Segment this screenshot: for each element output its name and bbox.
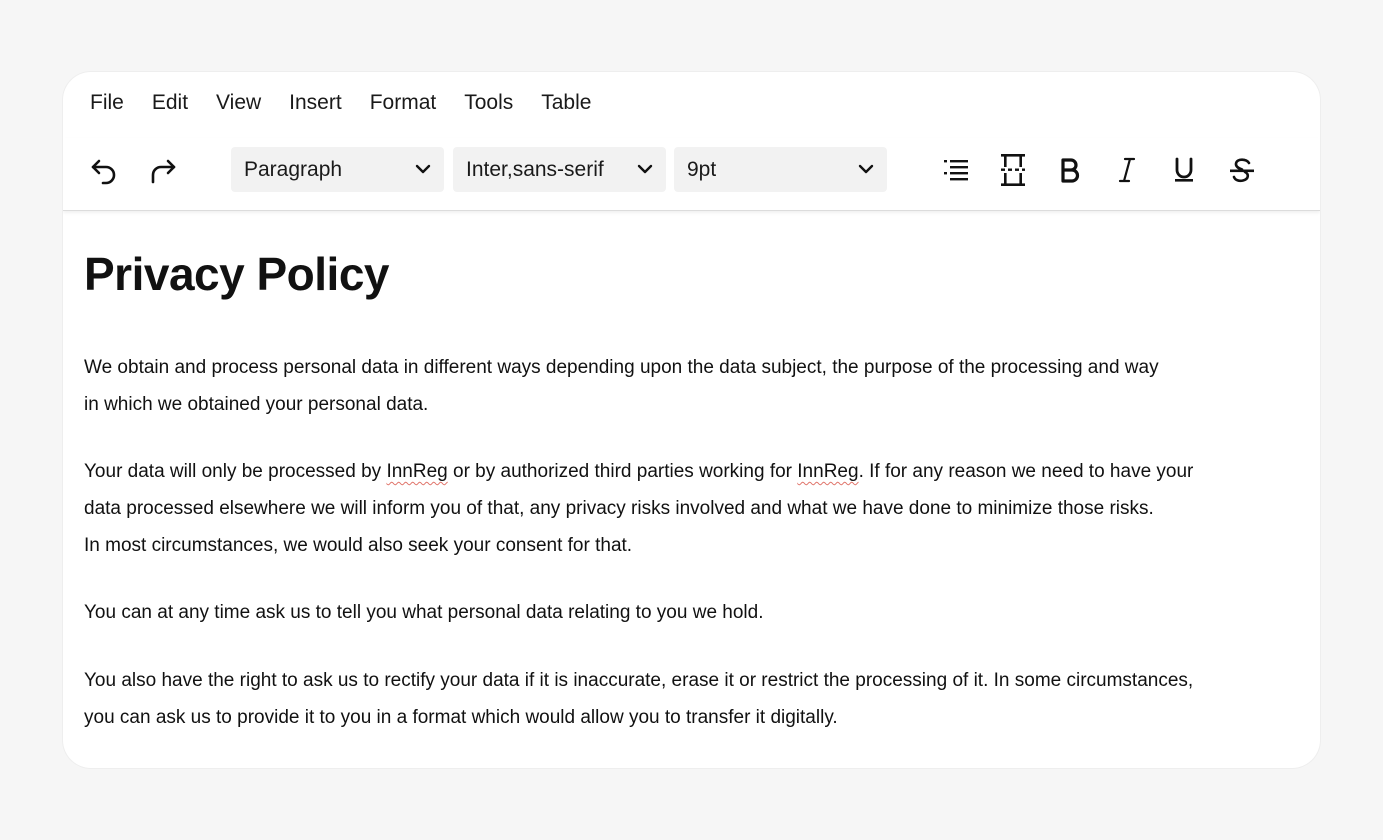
strikethrough-icon — [1227, 155, 1257, 185]
document-title[interactable]: Privacy Policy — [84, 248, 389, 300]
redo-button[interactable] — [143, 150, 183, 190]
text-run: or by authorized third parties working for — [447, 461, 798, 482]
misspelled-word[interactable]: InnReg — [386, 461, 448, 482]
list-button[interactable] — [936, 150, 976, 190]
italic-button[interactable] — [1107, 150, 1147, 190]
underline-button[interactable] — [1164, 150, 1204, 190]
line-height-button[interactable] — [993, 150, 1033, 190]
undo-button[interactable] — [84, 150, 124, 190]
paragraph-4-line-1[interactable]: You also have the right to ask us to rectify your data if it is inaccurate, erase it or restrict the processing of it. In some circumstances, — [84, 670, 1194, 691]
font-family-value: Inter,sans-serif — [466, 157, 604, 181]
toolbar — [63, 138, 1320, 211]
rich-text-editor — [63, 72, 1320, 768]
text-run: . If for any reason we need to have your — [858, 461, 1194, 482]
line-height-icon — [998, 153, 1028, 187]
chevron-down-icon — [636, 160, 654, 178]
underline-icon — [1169, 155, 1199, 185]
paragraph-2-line-2[interactable]: data processed elsewhere we will inform you of that, any privacy risks involved and what we have done to minimize those risks. — [84, 498, 1154, 519]
menu-bar — [90, 89, 619, 117]
chevron-down-icon — [857, 160, 875, 178]
bold-button[interactable] — [1050, 150, 1090, 190]
font-family-select[interactable] — [453, 147, 666, 192]
paragraph-4-line-2[interactable]: you can ask us to provide it to you in a format which would allow you to transfer it digitally. — [84, 707, 838, 728]
menu-file[interactable]: File — [90, 91, 124, 114]
font-size-select[interactable] — [674, 147, 887, 192]
menu-edit[interactable]: Edit — [151, 91, 189, 114]
paragraph-3-line-1[interactable]: You can at any time ask us to tell you what personal data relating to you we hold. — [84, 602, 764, 623]
paragraph-2-line-1[interactable] — [84, 453, 1193, 490]
block-format-value: Paragraph — [244, 157, 343, 181]
italic-icon — [1112, 155, 1142, 185]
misspelled-word[interactable]: InnReg — [797, 461, 859, 482]
paragraph-1-line-2[interactable]: in which we obtained your personal data. — [84, 394, 429, 415]
redo-icon — [148, 155, 178, 185]
menu-insert[interactable]: Insert — [289, 91, 342, 114]
menu-tools[interactable]: Tools — [464, 91, 514, 114]
undo-icon — [89, 155, 119, 185]
menu-table[interactable]: Table — [541, 91, 592, 114]
bold-icon — [1055, 155, 1085, 185]
strikethrough-button[interactable] — [1222, 150, 1262, 190]
chevron-down-icon — [414, 160, 432, 178]
paragraph-1-line-1[interactable]: We obtain and process personal data in different ways depending upon the data subject, the purpose of the processing and way — [84, 357, 1159, 378]
font-size-value: 9pt — [687, 157, 717, 181]
block-format-select[interactable] — [231, 147, 444, 192]
menu-view[interactable]: View — [216, 91, 262, 114]
paragraph-2-line-3[interactable]: In most circumstances, we would also seek your consent for that. — [84, 535, 633, 556]
list-icon — [941, 155, 971, 185]
menu-format[interactable]: Format — [369, 91, 437, 114]
text-run: Your data will only be processed by — [84, 461, 387, 482]
